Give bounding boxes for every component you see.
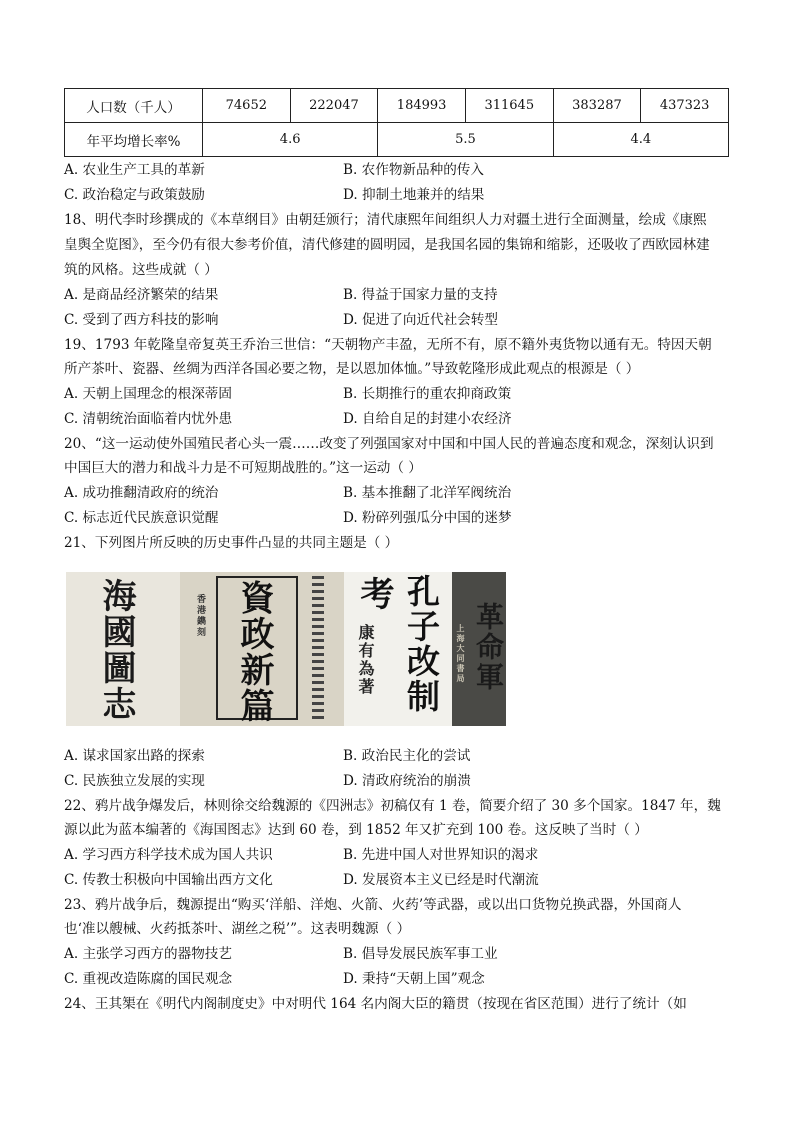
table-cell: 5.5 [378,123,553,157]
table-row [65,89,729,123]
cover-side-column [312,576,324,720]
option-b: B. 基本推翻了北洋军阀统治 [343,485,512,501]
option-d: D. 粉碎列强瓜分中国的迷梦 [343,510,512,526]
option-d: D. 促进了向近代社会转型 [343,312,498,328]
option-b: B. 先进中国人对世界知识的渴求 [343,847,539,863]
option-d: D. 清政府统治的崩溃 [343,773,471,789]
option-a: A. 是商品经济繁荣的结果 [64,287,219,303]
option-a: A. 农业生产工具的革新 [64,162,205,178]
cover-side-text: 上海大同書局 [456,624,466,684]
question-18-text: 皇舆全览图》，至今仍有很大参考价值，清代修建的圆明园，是我国名园的集锦和缩影，还吸收了西欧园林建 [64,237,710,253]
cover-side-text: 香港鐫刻 [195,594,205,638]
table-row [65,123,729,157]
option-c: C. 民族独立发展的实现 [64,773,205,789]
option-b: B. 农作物新品种的传入 [343,162,484,178]
question-24-text: 24、王其榘在《明代内阁制度史》中对明代 164 名内阁大臣的籍贯（按现在省区范围）进行了统计（如 [64,996,687,1012]
zizheng-xinpian-cover [180,572,344,726]
option-c: C. 重视改造陈腐的国民观念 [64,971,233,987]
question-19-text: 所产茶叶、瓷器、丝绸为西洋各国必要之物，是以恩加体恤。”导致乾隆形成此观点的根源是（ ） [64,361,640,377]
option-c: C. 政治稳定与政策鼓励 [64,187,205,203]
table-cell: 222047 [290,89,378,123]
kongzi-gaizhi-kao-cover [344,572,452,726]
table-cell: 4.4 [553,123,728,157]
table-cell: 184993 [378,89,466,123]
option-d: D. 抑制土地兼并的结果 [343,187,485,203]
option-b: B. 长期推行的重农抑商政策 [343,386,512,402]
option-c: C. 传教士积极向中国输出西方文化 [64,872,273,888]
cover-title: 孔子改制 [402,574,441,714]
cover-title-part: 考 [354,576,394,612]
table-cell: 4.6 [203,123,378,157]
option-a: A. 天朝上国理念的根深蒂固 [64,386,232,402]
question-18-text: 筑的风格。这些成就（ ） [64,262,218,278]
question-20-text: 中国巨大的潜力和战斗力是不可短期战胜的。”这一运动（ ） [64,460,422,476]
option-a: A. 谋求国家出路的探索 [64,748,205,764]
question-23-text: 也‘准以艘械、火药抵茶叶、湖丝之税’”。这表明魏源（ ） [64,921,411,937]
option-d: D. 发展资本主义已经是时代潮流 [343,872,539,888]
question-23-text: 23、鸦片战争后，魏源提出“购买‘洋船、洋炮、火箭、火药’等武器，或以出口货物兑换武器，外国商人 [64,897,682,913]
table-cell: 311645 [465,89,553,123]
geming-jun-cover [452,572,506,726]
question-18-text: 18、明代李时珍撰成的《本草纲目》由朝廷颁行；清代康熙年间组织人力对疆土进行全面测量，绘成《康熙 [64,212,707,228]
haiguo-tuzhi-cover [66,572,180,726]
cover-title: 資政新篇 [234,580,274,724]
option-a: A. 学习西方科学技术成为国人共识 [64,847,273,863]
cover-title: 革命軍 [472,602,505,692]
option-d: D. 秉持“天朝上国”观念 [343,971,485,987]
question-22-text: 22、鸦片战争爆发后，林则徐交给魏源的《四洲志》初稿仅有 1 卷，简要介绍了 30 多个国家。1847 年，魏 [64,798,721,814]
table-cell: 437323 [641,89,729,123]
population-table [64,88,729,157]
table-cell: 383287 [553,89,641,123]
option-c: C. 清朝统治面临着内忧外患 [64,411,233,427]
row-label: 年平均增长率% [65,123,203,157]
table-cell: 74652 [203,89,291,123]
question-21-text: 21、下列图片所反映的历史事件凸显的共同主题是（ ） [64,535,399,551]
option-c: C. 标志近代民族意识觉醒 [64,510,219,526]
question-20-text: 20、“这一运动使外国殖民者心头一震……改变了列强国家对中国和中国人民的普遍态度和观念，深刻认识到 [64,436,714,452]
book-covers-photo [66,572,506,726]
option-d: D. 自给自足的封建小农经济 [343,411,512,427]
option-b: B. 得益于国家力量的支持 [343,287,498,303]
option-a: A. 成功推翻清政府的统治 [64,485,219,501]
option-c: C. 受到了西方科技的影响 [64,312,219,328]
option-b: B. 倡导发展民族军事工业 [343,946,498,962]
question-19-text: 19、1793 年乾隆皇帝复英王乔治三世信：“天朝物产丰盈，无所不有，原不籍外夷货物以通有无。特因天朝 [64,337,712,353]
option-a: A. 主张学习西方的器物技艺 [64,946,232,962]
question-22-text: 源以此为蓝本编著的《海国图志》达到 60 卷，到 1852 年又扩充到 100 卷。这反映了当时（ ） [64,822,648,838]
row-label: 人口数（千人） [65,89,203,123]
option-b: B. 政治民主化的尝试 [343,748,471,764]
cover-title: 海國圖志 [96,578,136,722]
cover-author: 康有為著 [356,624,375,696]
